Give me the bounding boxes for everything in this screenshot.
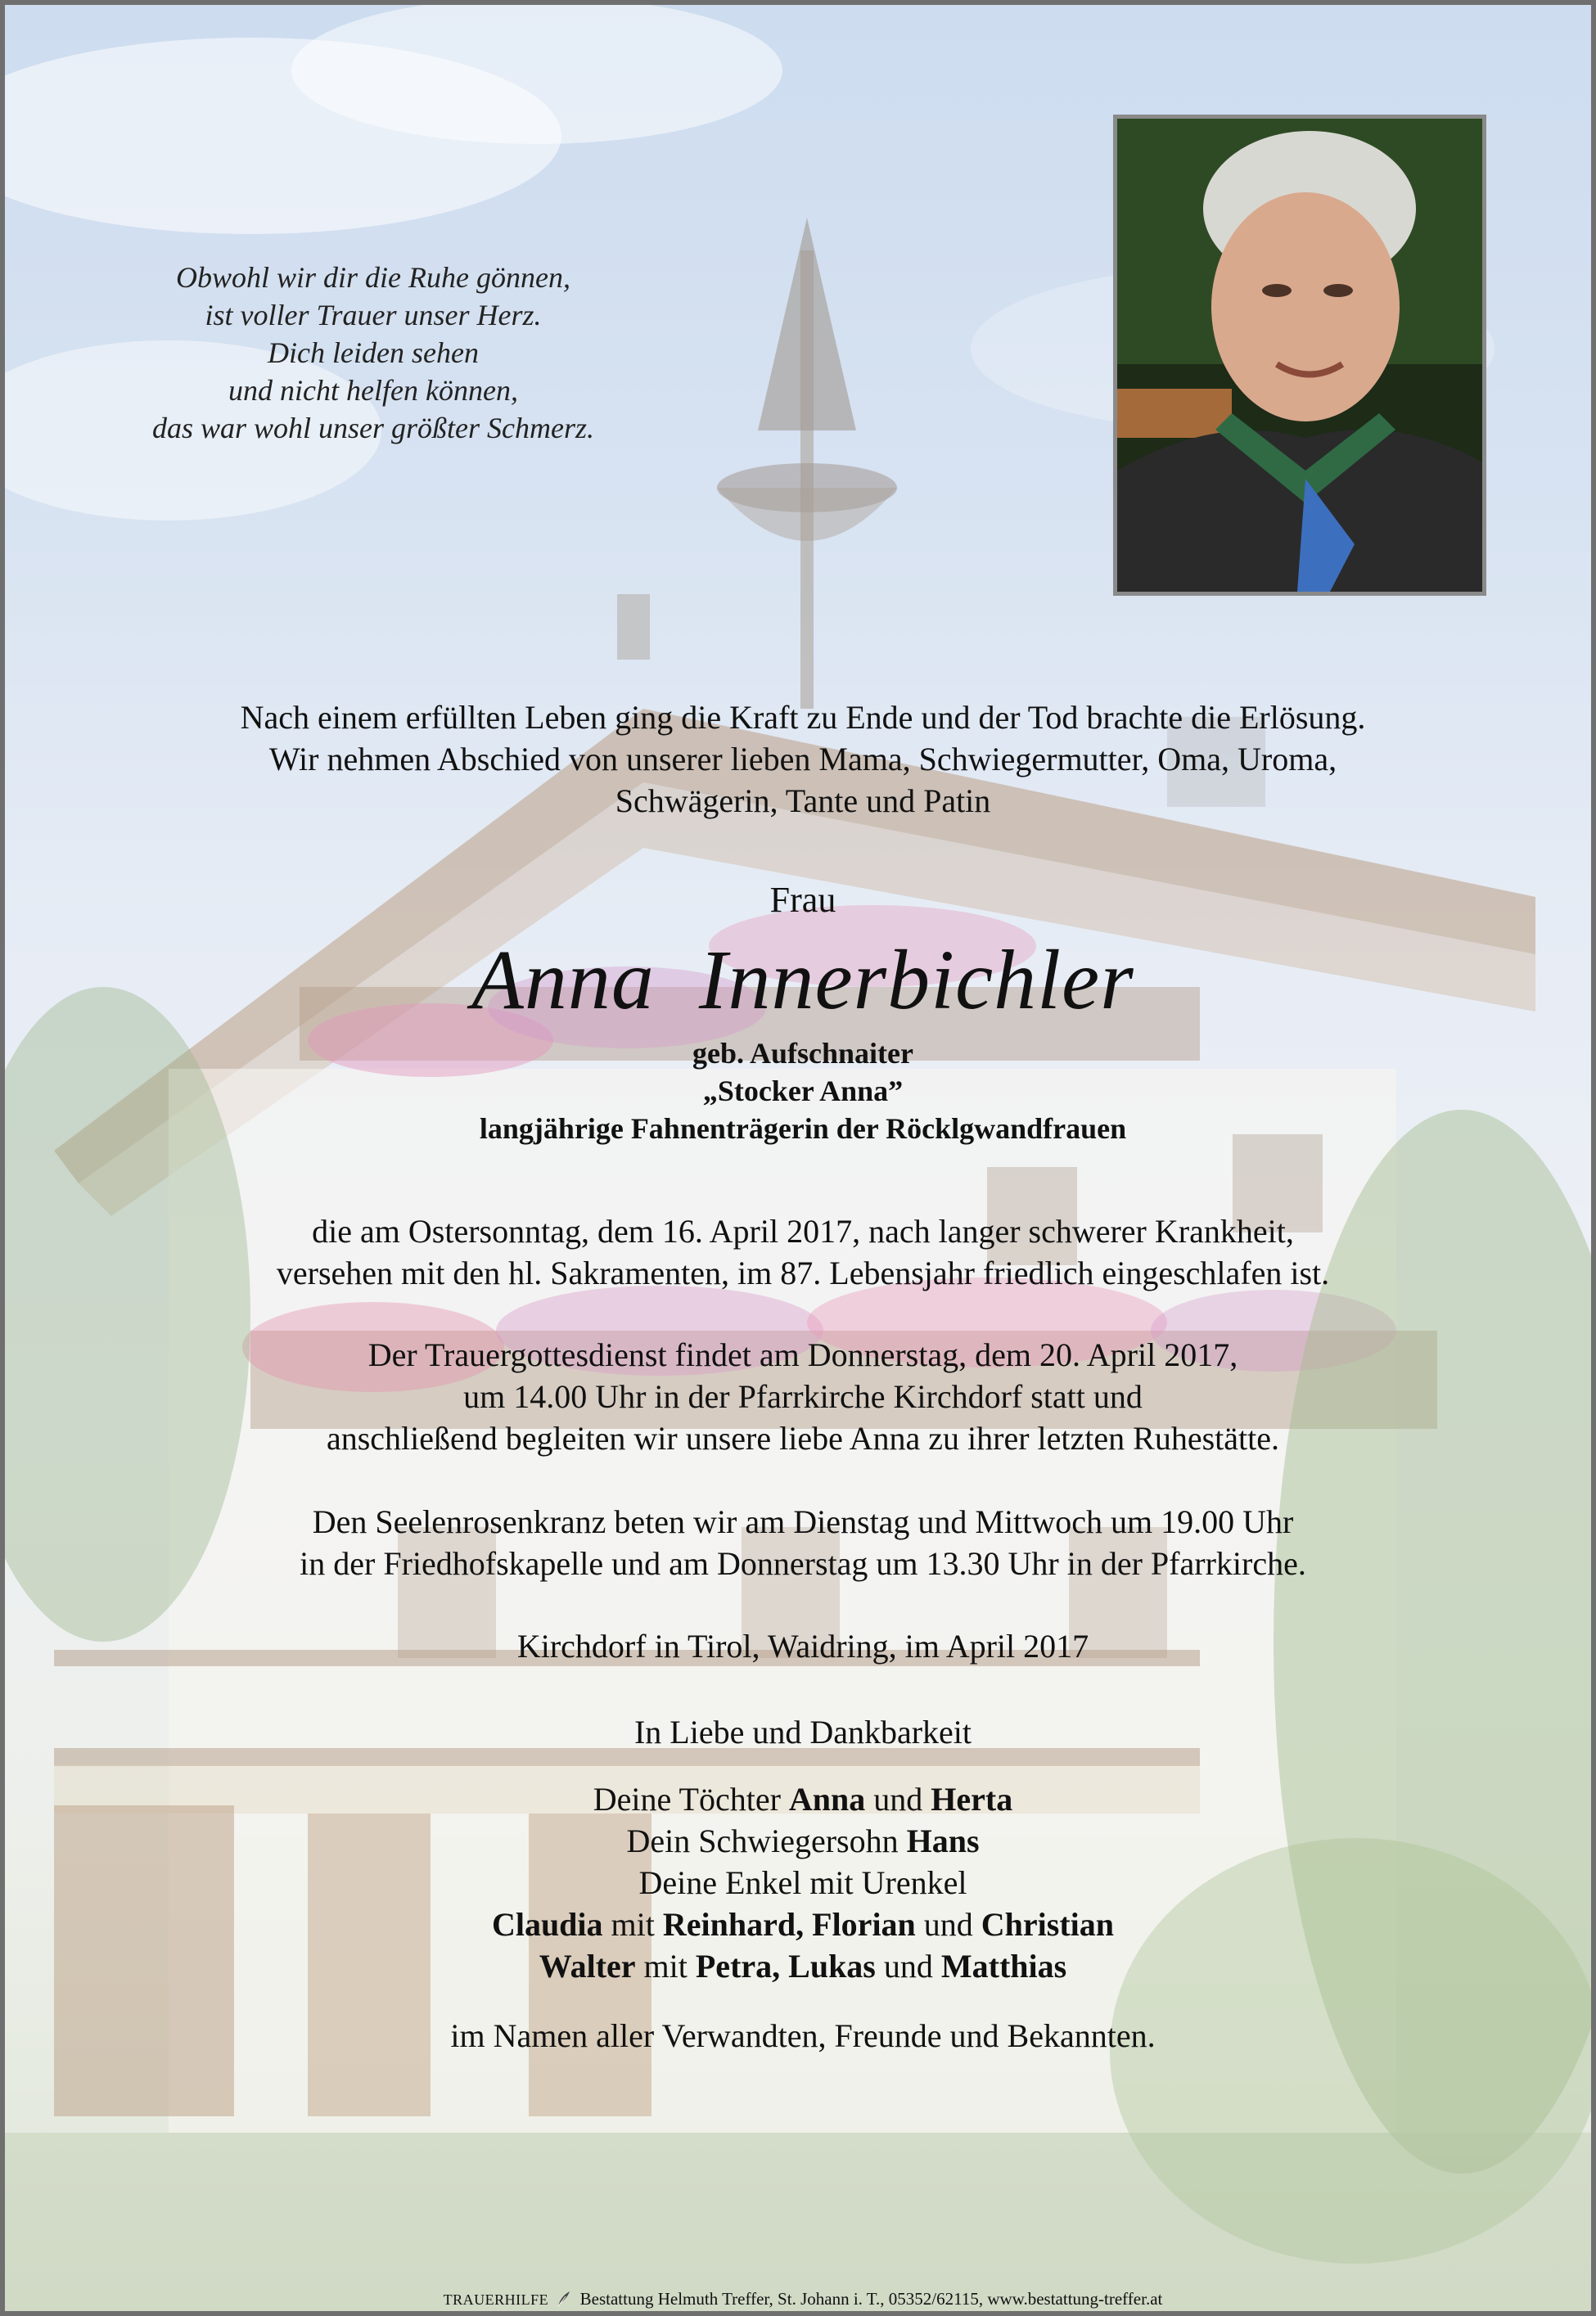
family-line-grandchildren: Deine Enkel mit Urenkel: [638, 1864, 967, 1901]
honorary-role: langjährige Fahnenträgerin der Röcklgwandfrauen: [479, 1112, 1127, 1145]
family-line-daughters: [87, 1778, 1519, 1820]
footer: [87, 2288, 1519, 2310]
family-list: [87, 1778, 1519, 1987]
intro-text: [87, 696, 1519, 822]
footer-label: TRAUERHILFE: [443, 2291, 549, 2308]
family-name: Herta: [931, 1781, 1013, 1818]
family-name: Claudia: [491, 1906, 603, 1943]
family-text: mit: [602, 1906, 663, 1943]
feather-icon: [556, 2290, 572, 2308]
portrait-photo: [1113, 115, 1486, 596]
last-name: Innerbichler: [698, 933, 1134, 1027]
poem-line: ist voller Trauer unser Herz.: [205, 299, 542, 331]
maiden-name: geb. Aufschnaiter: [692, 1037, 913, 1070]
footer-text: Bestattung Helmuth Treffer, St. Johann i. T., 05352/62115, www.bestattung-treffer.at: [579, 2289, 1163, 2309]
family-text: und: [865, 1781, 931, 1818]
name-prefix: Frau: [769, 880, 836, 920]
death-line: die am Ostersonntag, dem 16. April 2017, nach langer schwerer Krankheit,: [312, 1213, 1294, 1250]
family-name: Matthias: [940, 1948, 1067, 1985]
nickname: „Stocker Anna”: [702, 1075, 904, 1107]
portrait-image: [1117, 119, 1482, 592]
rosary-details: [87, 1501, 1519, 1584]
family-line-claudia: [87, 1904, 1519, 1945]
memorial-poem: [54, 259, 692, 447]
funeral-line: um 14.00 Uhr in der Pfarrkirche Kirchdorf statt und: [463, 1378, 1143, 1415]
love-line: In Liebe und Dankbarkeit: [633, 1714, 972, 1751]
closing-line: im Namen aller Verwandten, Freunde und Bekannten.: [450, 2017, 1156, 2054]
family-text: Dein Schwiegersohn: [626, 1823, 907, 1859]
deceased-subtitle: [87, 1034, 1519, 1147]
intro-line: Wir nehmen Abschied von unserer lieben Mama, Schwiegermutter, Oma, Uroma,: [268, 741, 1337, 777]
rosary-line: Den Seelenrosenkranz beten wir am Dienstag und Mittwoch um 19.00 Uhr: [312, 1503, 1294, 1540]
rosary-line: in der Friedhofskapelle und am Donnerstag um 13.30 Uhr in der Pfarrkirche.: [300, 1545, 1306, 1582]
family-line-walter: [87, 1945, 1519, 1987]
funeral-details: [87, 1334, 1519, 1459]
death-notice: [87, 1210, 1519, 1294]
family-name: Petra, Lukas: [695, 1948, 876, 1985]
funeral-line: anschließend begleiten wir unsere liebe Anna zu ihrer letzten Ruhestätte.: [326, 1420, 1279, 1457]
family-name: Christian: [981, 1906, 1115, 1943]
poem-line: Dich leiden sehen: [268, 336, 479, 369]
family-name: Reinhard, Florian: [662, 1906, 916, 1943]
family-text: und: [875, 1948, 941, 1985]
funeral-line: Der Trauergottesdienst findet am Donnerstag, dem 20. April 2017,: [367, 1336, 1238, 1373]
intro-line: Nach einem erfüllten Leben ging die Kraft zu Ende und der Tod brachte die Erlösung.: [240, 699, 1366, 736]
death-line: versehen mit den hl. Sakramenten, im 87. Lebensjahr friedlich eingeschlafen ist.: [276, 1255, 1330, 1291]
family-name: Walter: [539, 1948, 636, 1985]
family-text: Deine Töchter: [593, 1781, 789, 1818]
place-and-date: Kirchdorf in Tirol, Waidring, im April 2017: [516, 1628, 1089, 1665]
poem-line: das war wohl unser größter Schmerz.: [151, 412, 595, 444]
poem-line: Obwohl wir dir die Ruhe gönnen,: [176, 261, 570, 294]
first-name: Anna: [471, 933, 655, 1027]
poem-line: und nicht helfen können,: [228, 374, 518, 407]
family-line-son-in-law: [87, 1820, 1519, 1862]
family-name: Hans: [906, 1823, 980, 1859]
deceased-name: [87, 931, 1519, 1030]
intro-line: Schwägerin, Tante und Patin: [615, 782, 991, 819]
family-text: mit: [635, 1948, 696, 1985]
family-text: und: [915, 1906, 981, 1943]
family-name: Anna: [788, 1781, 866, 1818]
